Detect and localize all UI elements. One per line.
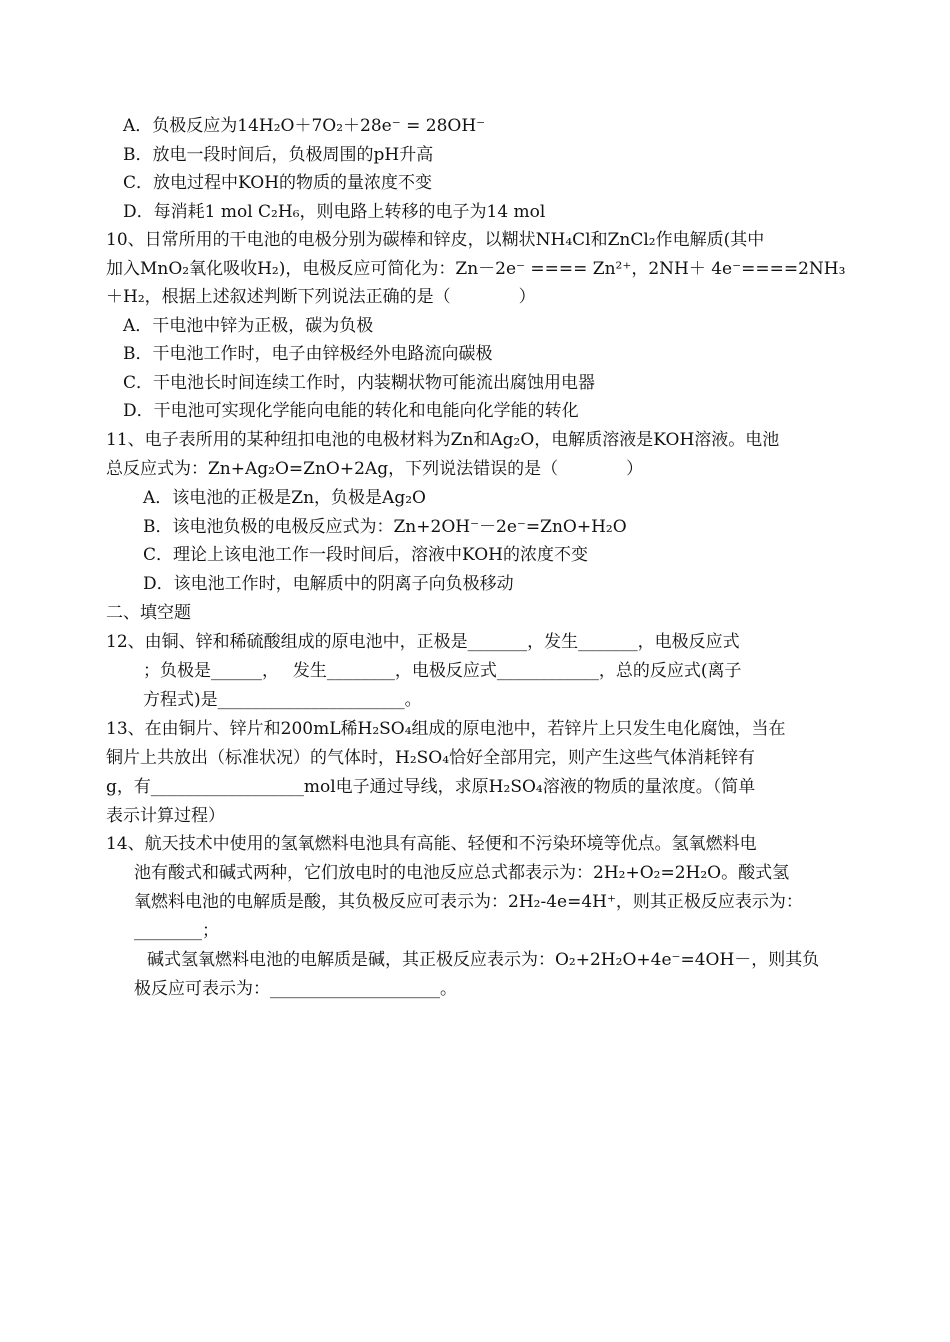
q14-line4: ________； (134, 921, 219, 941)
q10-option-c: C．干电池长时间连续工作时，内装糊状物可能流出腐蚀用电器 (123, 373, 596, 393)
q11-option-d: D．该电池工作时，电解质中的阴离子向负极移动 (143, 574, 514, 594)
q10-option-b: B．干电池工作时，电子由锌极经外电路流向碳极 (123, 344, 493, 364)
q11-stem-line1: 11、电子表所用的某种纽扣电池的电极材料为Zn和Ag₂O，电解质溶液是KOH溶液。电池 (106, 430, 780, 450)
q13-line4: 表示计算过程） (106, 806, 225, 826)
q12-line1: 12、由铜、锌和稀硫酸组成的原电池中，正极是_______，发生_______，电极反应式 (106, 632, 740, 652)
q13-line3: g，有__________________mol电子通过导线，求原H₂SO₄溶液的物质的量浓度。（简单 (106, 777, 756, 797)
q11-option-b: B．该电池负极的电极反应式为：Zn+2OH⁻－2e⁻=ZnO+H₂O (143, 517, 627, 537)
q14-line5: 碱式氢氧燃料电池的电解质是碱，其正极反应表示为：O₂+2H₂O+4e⁻=4OH－，则其负 (147, 950, 820, 970)
q10-stem-line2: 加入MnO₂氧化吸收H₂)，电极反应可简化为：Zn－2e⁻ ==== Zn²⁺，2NH＋ 4e⁻====2NH₃ (106, 259, 846, 279)
q10-stem-line3: ＋H₂，根据上述叙述判断下列说法正确的是（ ） (106, 287, 536, 307)
q10-stem-line1: 10、日常所用的干电池的电极分别为碳棒和锌皮，以糊状NH₄Cl和ZnCl₂作电解质(其中 (106, 230, 765, 250)
q14-line1: 14、航天技术中使用的氢氧燃料电池具有高能、轻便和不污染环境等优点。氢氧燃料电 (106, 834, 757, 854)
q14-line3: 氧燃料电池的电解质是酸，其负极反应可表示为：2H₂-4e=4H⁺，则其正极反应表示为： (134, 892, 803, 912)
q11-option-c: C．理论上该电池工作一段时间后，溶液中KOH的浓度不变 (143, 545, 589, 565)
q12-line3: 方程式)是______________________。 (143, 690, 422, 710)
q12-line2: ；负极是______， 发生________，电极反应式____________，总的反应式(离子 (143, 661, 742, 681)
section-title-fill-in: 二、填空题 (106, 603, 191, 623)
q11-stem-line2: 总反应式为：Zn+Ag₂O=ZnO+2Ag，下列说法错误的是（ ） (106, 459, 644, 479)
q11-option-a: A．该电池的正极是Zn，负极是Ag₂O (143, 488, 426, 508)
q9-option-a: A．负极反应为14H₂O＋7O₂＋28e⁻ = 28OH⁻ (123, 116, 486, 136)
q10-option-d: D．干电池可实现化学能向电能的转化和电能向化学能的转化 (123, 401, 579, 421)
q9-option-d: D．每消耗1 mol C₂H₆，则电路上转移的电子为14 mol (123, 202, 546, 222)
q14-line2: 池有酸式和碱式两种，它们放电时的电池反应总式都表示为：2H₂+O₂=2H₂O。酸式氢 (134, 863, 790, 883)
q13-line2: 铜片上共放出（标准状况）的气体时，H₂SO₄恰好全部用完，则产生这些气体消耗锌有 (106, 748, 756, 768)
q9-option-c: C．放电过程中KOH的物质的量浓度不变 (123, 173, 433, 193)
q13-line1: 13、在由铜片、锌片和200mL稀H₂SO₄组成的原电池中，若锌片上只发生电化腐蚀，当在 (106, 719, 786, 739)
q10-option-a: A．干电池中锌为正极，碳为负极 (123, 316, 374, 336)
q9-option-b: B．放电一段时间后，负极周围的pH升高 (123, 145, 434, 165)
q14-line6: 极反应可表示为：____________________。 (134, 979, 457, 999)
